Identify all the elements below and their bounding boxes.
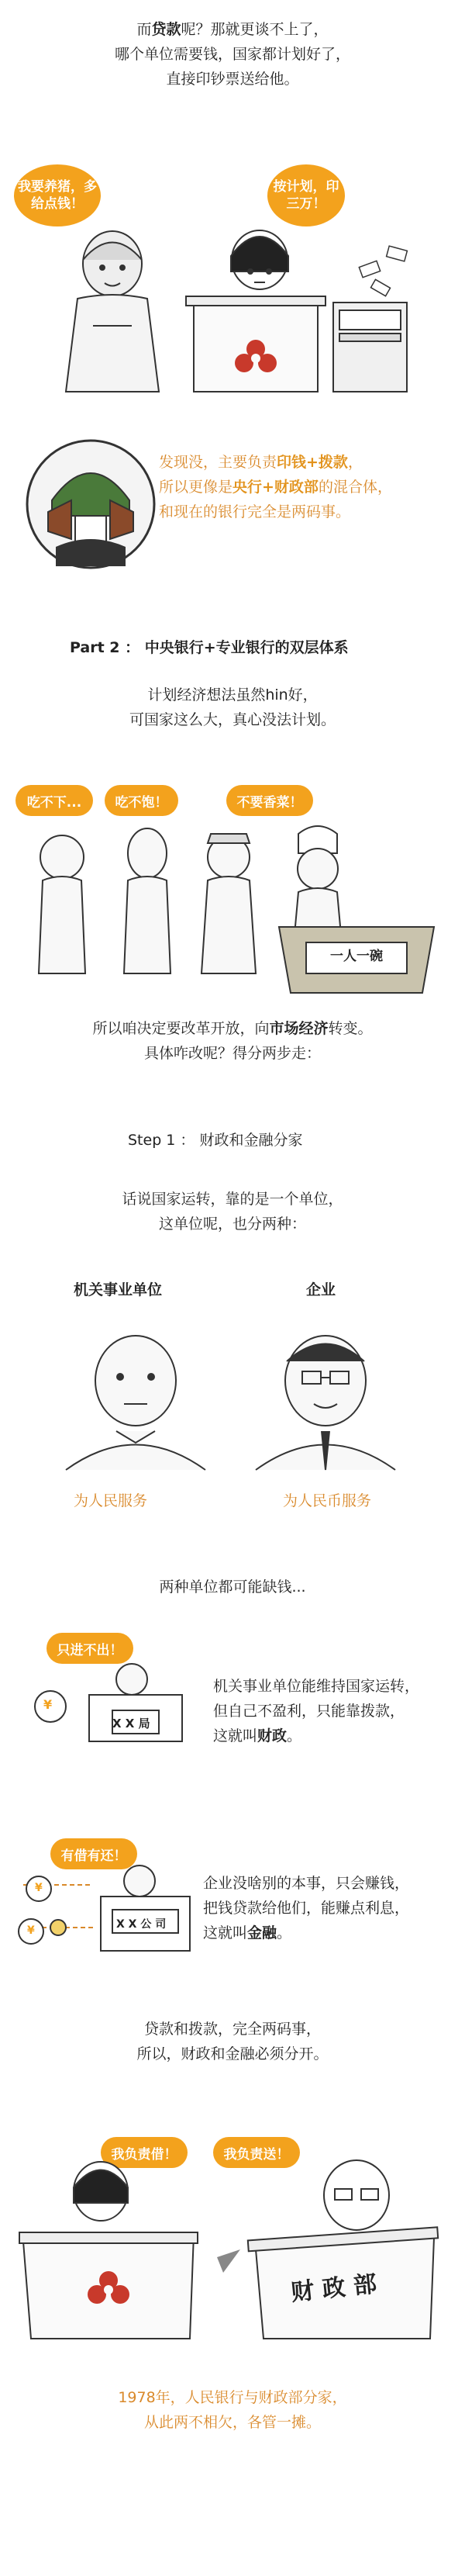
discovery-l2-highlight: 央行+财政部: [232, 479, 319, 496]
intro-line2: 哪个单位需要钱，国家都计划好了，: [114, 46, 350, 63]
reform-text: [0, 1016, 465, 1066]
fiscal-l1: 机关事业单位能维持国家运转，: [213, 1678, 420, 1695]
finance-l3-pre: 这就叫: [203, 1924, 248, 1942]
discovery-l2-pre: 所以更像是: [159, 479, 233, 496]
intro-line3: 直接印钞票送给他。: [166, 71, 299, 88]
queue-illustration: [31, 818, 450, 997]
speech-text: 有借有还！: [60, 1848, 127, 1864]
separate-text: [0, 2017, 465, 2066]
finance-text: [203, 1871, 459, 1945]
fiscal-illustration: [31, 1660, 186, 1745]
part2-label: Part 2 ：: [70, 639, 140, 656]
separate-l2: 所以，财政和金融必须分开。: [136, 2045, 329, 2063]
speech-text: 只进不出！: [57, 1642, 123, 1658]
two-officials-illustration: [46, 1326, 418, 1474]
soldier-avatar-illustration: [25, 438, 157, 570]
ending-l2: 从此两不相欠，各管一摊。: [143, 2414, 321, 2431]
step1-label: Step 1 ：: [128, 1132, 195, 1149]
finance-l1: 企业没啥别的本事，只会赚钱，: [203, 1875, 410, 1892]
discovery-l3: 和现在的银行完全是两码事。: [159, 503, 351, 520]
step1-title: 财政和金融分家: [199, 1132, 303, 1149]
unit-type-enterprise: 企业: [306, 1281, 336, 1298]
fiscal-text: [213, 1674, 461, 1748]
speech-text: 吃不下...: [26, 794, 82, 811]
part2-title: 中央银行+专业银行的双层体系: [144, 639, 349, 656]
units-l2: 这单位呢，也分两种：: [158, 1215, 306, 1233]
discovery-text: [159, 450, 446, 524]
coin-out-icon: ¥: [35, 1882, 43, 1894]
reform-l1-bold: 市场经济: [269, 1020, 329, 1037]
caption-serve-money: 为人民币服务: [283, 1492, 372, 1509]
planned-l1: 计划经济想法虽然hin好，: [147, 686, 318, 704]
speech-text: 不要香菜！: [236, 794, 303, 811]
separate-l1: 贷款和拨款，完全两码事，: [143, 2021, 321, 2038]
reform-l1-post: 转变。: [328, 1020, 373, 1037]
discovery-l1-pre: 发现没，主要负责: [159, 454, 277, 471]
intro-text: [0, 17, 465, 92]
finance-sign: X X 公 司: [116, 1918, 167, 1931]
fiscal-l3-bold: 财政: [257, 1727, 288, 1744]
final-scene-illustration: [16, 2156, 450, 2343]
finance-l3-bold: 金融: [247, 1924, 277, 1942]
units-l1: 话说国家运转，靠的是一个单位，: [122, 1191, 343, 1208]
ending-text: [0, 2385, 465, 2435]
finance-illustration: [8, 1862, 194, 1955]
discovery-l1-highlight: 印钱+拨款: [277, 454, 348, 471]
ministry-sign: 财 政 部: [289, 2270, 378, 2307]
planned-text: [0, 683, 465, 732]
discovery-l2-post: 的混合体，: [318, 479, 392, 496]
fiscal-sign: X X 局: [112, 1717, 150, 1731]
shortage-line: 两种单位都可能缺钱...: [159, 1578, 306, 1596]
fiscal-l3-post: 。: [287, 1727, 302, 1744]
speech-bubble-3: [226, 785, 313, 816]
finance-l2: 把钱贷款给他们，能赚点利息，: [203, 1900, 410, 1917]
speech-text: 我要养猪，多给点钱！: [18, 179, 97, 212]
fiscal-l3-pre: 这就叫: [213, 1727, 258, 1744]
fiscal-speech-bubble: [46, 1633, 133, 1664]
reform-l2: 具体咋改呢？得分两步走：: [143, 1045, 321, 1062]
coin-icon: ¥: [43, 1697, 53, 1712]
caption-serve-people: 为人民服务: [74, 1492, 148, 1509]
speech-bubble-2: [105, 785, 178, 816]
intro-line1-bold: 贷款: [151, 21, 181, 38]
scene1-illustration: [46, 217, 411, 403]
speech-text: 吃不饱！: [115, 794, 168, 811]
speech-text: 我负责送！: [223, 2146, 290, 2163]
intro-line1-pre: 而: [136, 21, 152, 38]
part2-heading: [70, 636, 349, 657]
unit-type-government: 机关事业单位: [74, 1281, 163, 1298]
coin-in-icon: ¥: [27, 1924, 35, 1937]
units-intro-text: [0, 1187, 465, 1236]
discovery-l1-post: ，: [347, 454, 363, 471]
finance-l3-post: 。: [277, 1924, 292, 1942]
speech-text: 我负责借！: [111, 2146, 177, 2163]
shortage-text: [0, 1575, 465, 1599]
speech-text: 按计划，印三万！: [273, 179, 339, 212]
ending-l1: 1978年，人民银行与财政部分家，: [118, 2389, 347, 2406]
reform-l1-pre: 所以咱决定要改革开放，向: [92, 1020, 270, 1037]
speech-bubble-1: [16, 785, 93, 816]
step1-heading: [128, 1129, 303, 1150]
planned-l2: 可国家这么大，真心没法计划。: [129, 711, 336, 728]
intro-line1-post: 呢？那就更谈不上了，: [181, 21, 329, 38]
bowl-label: 一人一碗: [330, 949, 383, 964]
fiscal-l2: 但自己不盈利，只能靠拨款，: [213, 1703, 405, 1720]
